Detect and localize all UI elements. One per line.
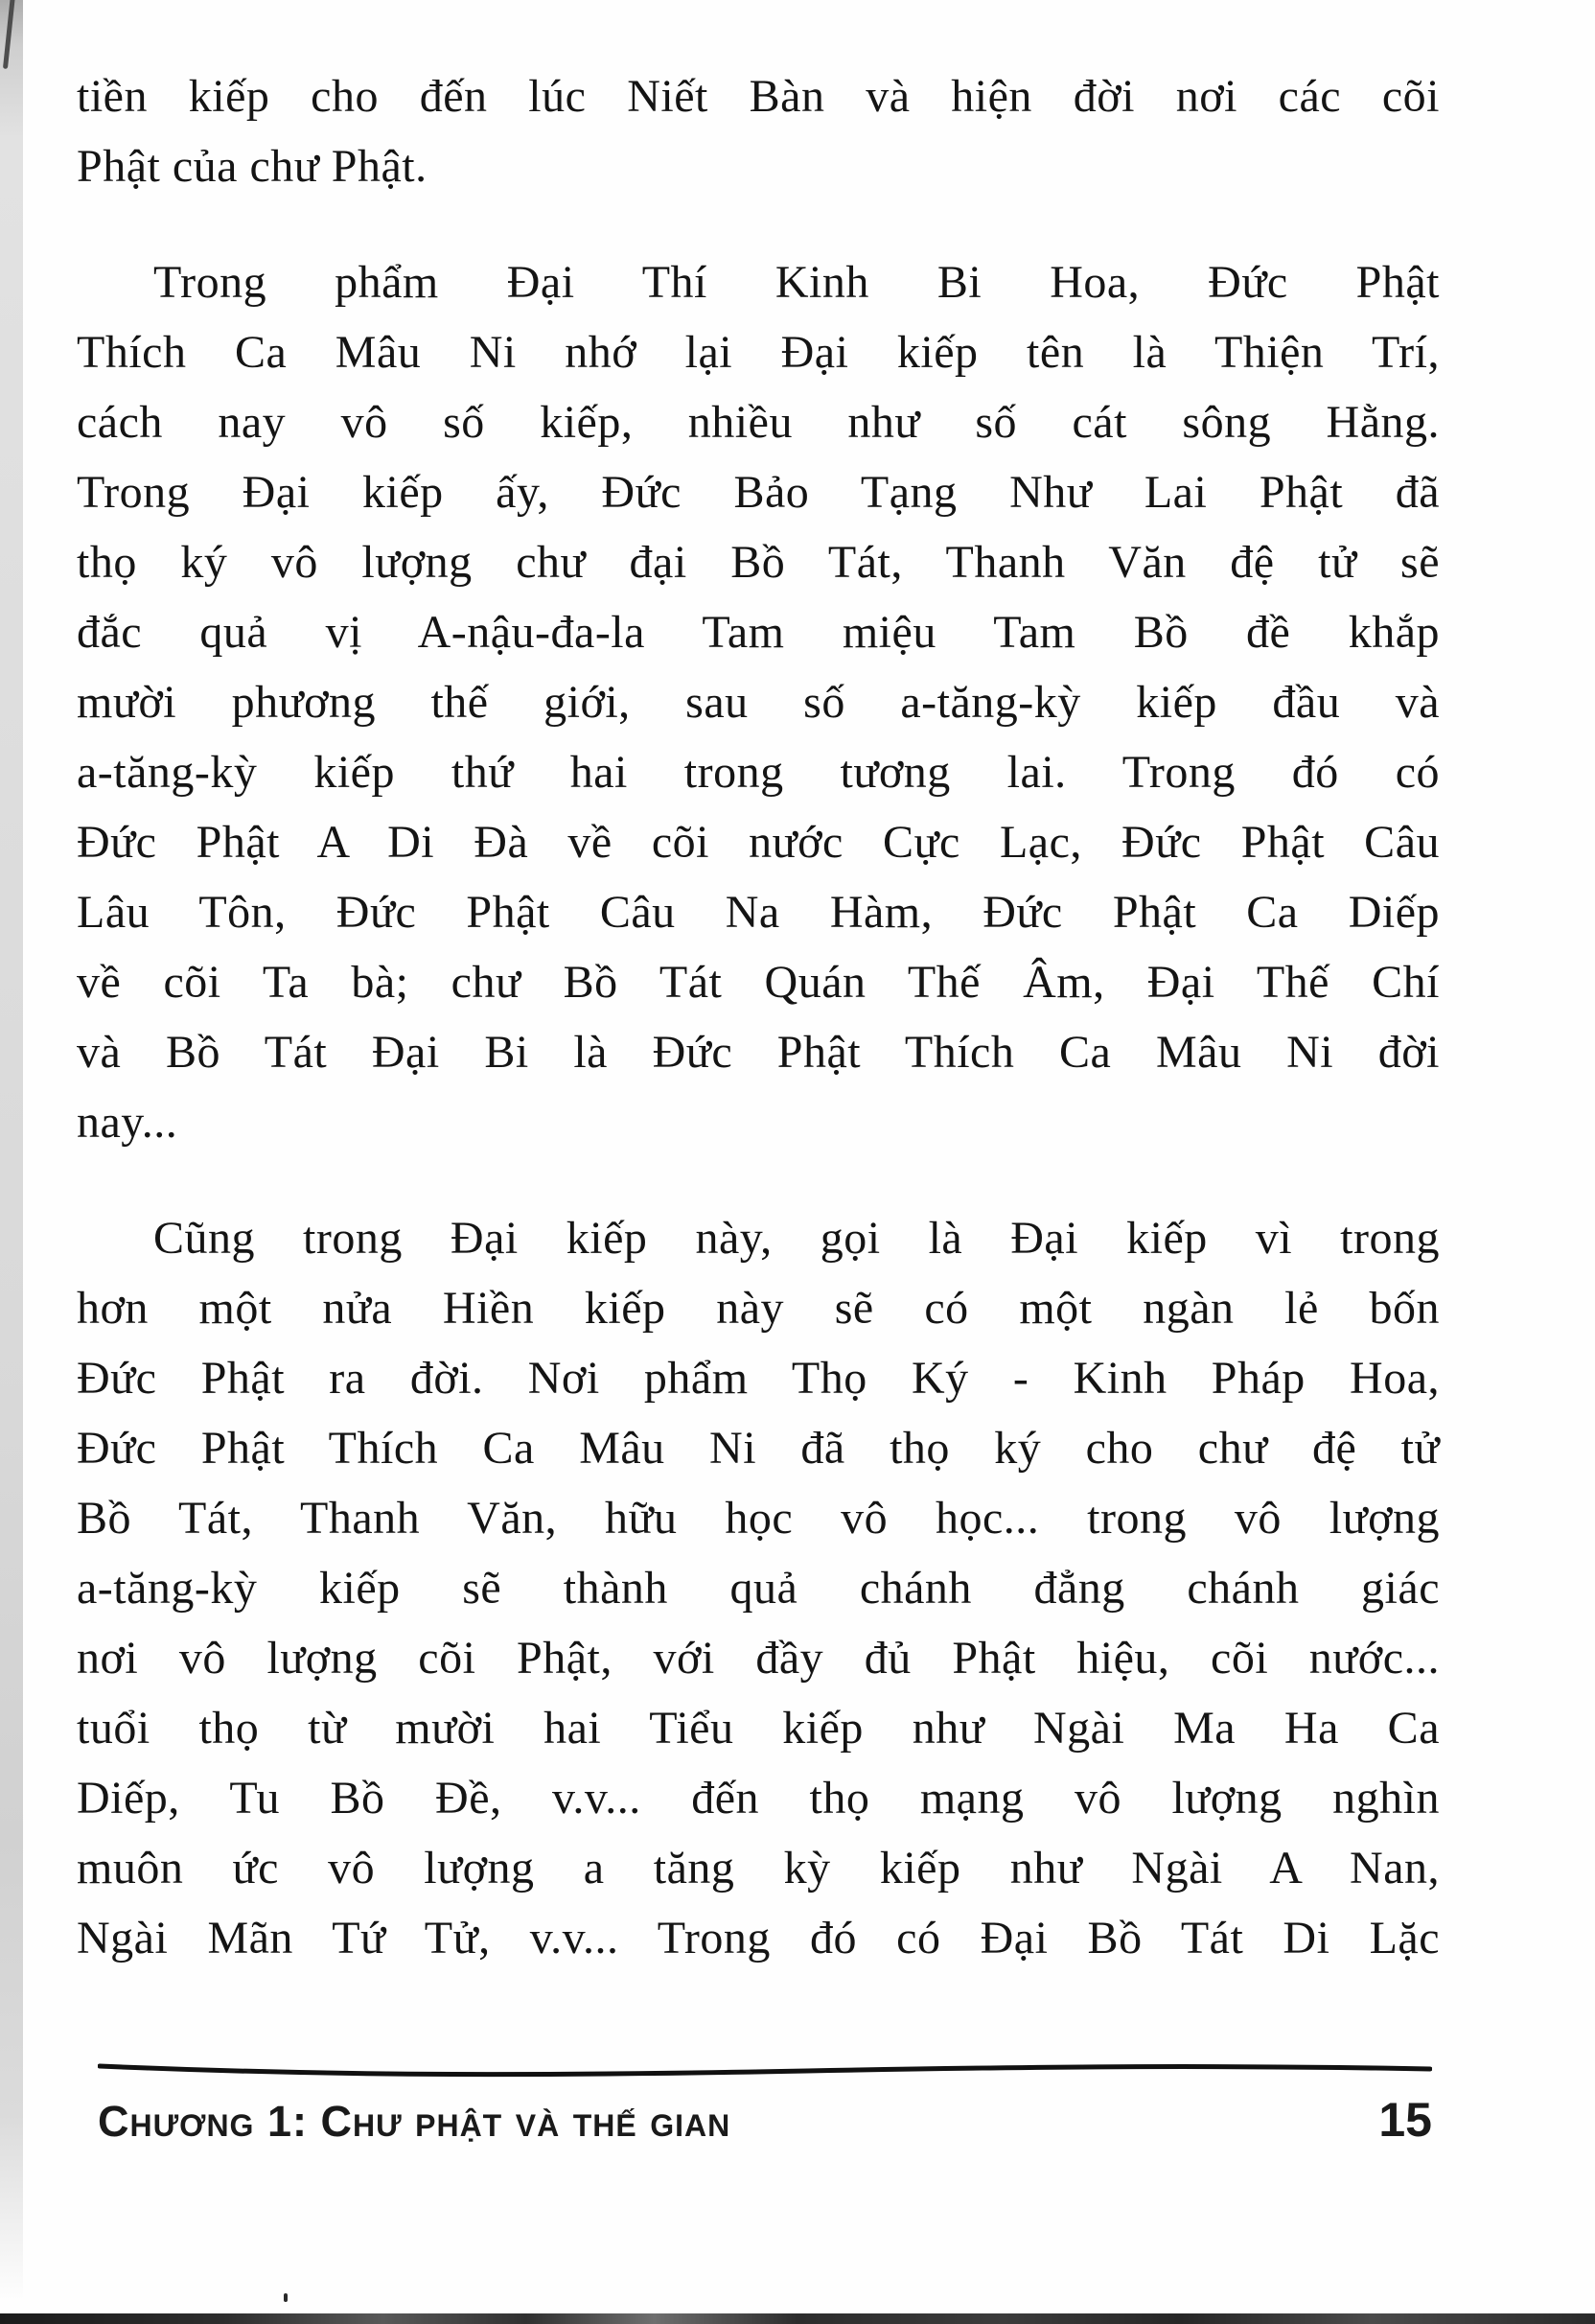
text-line: Trong Đại kiếp ấy, Đức Bảo Tạng Như Lai Phật đã bbox=[77, 467, 1440, 518]
text-line: muôn ức vô lượng a tăng kỳ kiếp như Ngài A Nan, bbox=[77, 1843, 1440, 1894]
scan-edge-bottom bbox=[0, 2313, 1595, 2324]
ink-speck bbox=[284, 2293, 288, 2302]
text-line: Phật của chư Phật. bbox=[77, 141, 428, 192]
book-binding-shadow bbox=[0, 0, 23, 2301]
paragraph bbox=[77, 61, 1440, 201]
text-line: về cõi Ta bà; chư Bồ Tát Quán Thế Âm, Đại Thế Chí bbox=[77, 957, 1440, 1008]
text-line: Bồ Tát, Thanh Văn, hữu học vô học... trong vô lượng bbox=[77, 1493, 1440, 1544]
page-footer bbox=[98, 2061, 1432, 2148]
text-line: tuổi thọ từ mười hai Tiểu kiếp như Ngài Ma Ha Ca bbox=[77, 1703, 1440, 1754]
text-line: Đức Phật A Di Đà về cõi nước Cực Lạc, Đức Phật Câu bbox=[77, 817, 1440, 868]
footer-rule bbox=[98, 2061, 1432, 2079]
text-line: a-tăng-kỳ kiếp sẽ thành quả chánh đẳng chánh giác bbox=[77, 1563, 1440, 1614]
text-line: Đức Phật ra đời. Nơi phẩm Thọ Ký - Kinh Pháp Hoa, bbox=[77, 1353, 1440, 1404]
text-line: Cũng trong Đại kiếp này, gọi là Đại kiếp vì trong bbox=[153, 1213, 1440, 1264]
text-line: Trong phẩm Đại Thí Kinh Bi Hoa, Đức Phật bbox=[153, 257, 1440, 308]
text-line: đắc quả vị A-nậu-đa-la Tam miệu Tam Bồ đề khắp bbox=[77, 607, 1440, 658]
page-number: 15 bbox=[1378, 2093, 1432, 2147]
text-line: mười phương thế giới, sau số a-tăng-kỳ kiếp đầu và bbox=[77, 677, 1440, 728]
text-line: nơi vô lượng cõi Phật, với đầy đủ Phật hiệu, cõi nước... bbox=[77, 1633, 1440, 1684]
paragraph bbox=[77, 247, 1440, 1157]
text-line: hơn một nửa Hiền kiếp này sẽ có một ngàn lẻ bốn bbox=[77, 1283, 1440, 1334]
text-line: thọ ký vô lượng chư đại Bồ Tát, Thanh Văn đệ tử sẽ bbox=[77, 537, 1440, 588]
text-line: a-tăng-kỳ kiếp thứ hai trong tương lai. Trong đó có bbox=[77, 747, 1440, 798]
text-line: Diếp, Tu Bồ Đề, v.v... đến thọ mạng vô lượng nghìn bbox=[77, 1773, 1440, 1824]
footer-row bbox=[98, 2092, 1432, 2148]
text-line: Thích Ca Mâu Ni nhớ lại Đại kiếp tên là Thiện Trí, bbox=[77, 327, 1440, 378]
paragraph bbox=[77, 1203, 1440, 1973]
text-line: tiền kiếp cho đến lúc Niết Bàn và hiện đời nơi các cõi bbox=[77, 71, 1440, 122]
text-line: nay... bbox=[77, 1097, 178, 1148]
text-line: Lâu Tôn, Đức Phật Câu Na Hàm, Đức Phật Ca Diếp bbox=[77, 887, 1440, 938]
text-line: và Bồ Tát Đại Bi là Đức Phật Thích Ca Mâu Ni đời bbox=[77, 1027, 1440, 1078]
footer-chapter-label: Chương 1: Chư phật và thế gian bbox=[98, 2097, 731, 2146]
text-line: cách nay vô số kiếp, nhiều như số cát sông Hằng. bbox=[77, 397, 1440, 448]
body-text bbox=[77, 61, 1440, 2019]
text-line: Ngài Mãn Tứ Tử, v.v... Trong đó có Đại Bồ Tát Di Lặc bbox=[77, 1913, 1440, 1964]
text-line: Đức Phật Thích Ca Mâu Ni đã thọ ký cho chư đệ tử bbox=[77, 1423, 1440, 1474]
